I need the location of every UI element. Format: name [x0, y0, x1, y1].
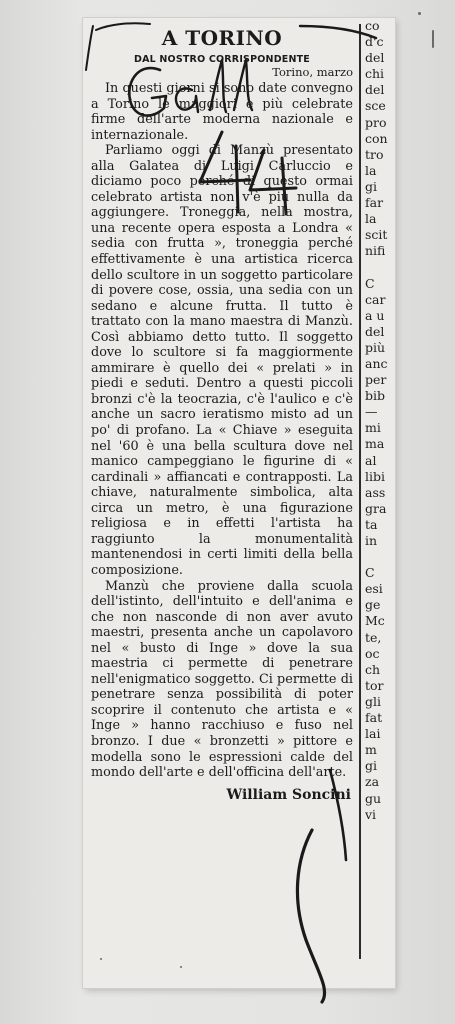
neighbor-column	[365, 18, 395, 823]
neighbor-fragment: la	[365, 211, 377, 227]
article-title: A TORINO	[161, 26, 283, 50]
neighbor-fragment: oc	[365, 645, 380, 661]
neighbor-fragment: C	[365, 275, 375, 291]
paper-speck	[418, 12, 421, 15]
neighbor-fragment: za	[365, 774, 380, 790]
neighbor-fragment: d'c	[365, 34, 384, 50]
neighbor-fragment: lai	[365, 726, 381, 742]
neighbor-fragment: la	[365, 162, 377, 178]
neighbor-fragment: anc	[365, 355, 388, 371]
neighbor-fragment: ta	[365, 516, 378, 532]
article-dateline: Torino, marzo	[272, 65, 353, 79]
neighbor-fragment: del	[365, 50, 385, 66]
neighbor-fragment: vi	[365, 806, 377, 822]
neighbor-fragment: gu	[365, 790, 382, 806]
article-paragraph: Manzù che proviene dalla scuola dell'istinto, dell'intuito e dell'anima e che non nasconde di non aver avuto maestri, presenta anche un capolavoro nel « busto di Inge » dove la sua maestria ci permette di penetrare nell'enigmatico soggetto. Ci permette di penetrare senza possibilità di poter scoprire il contenuto che artista e « Inge » hanno racchiuso e fuso nel bronzo. I due « bronzetti » pittore e modella sono le espressioni calde del mondo dell'arte e dell'officina dell'arte.	[91, 578, 353, 781]
neighbor-fragment: car	[365, 291, 386, 307]
neighbor-fragment: più	[365, 339, 386, 355]
neighbor-fragment: sce	[365, 98, 386, 114]
neighbor-fragment: ma	[365, 436, 385, 452]
neighbor-fragment: fat	[365, 710, 383, 726]
neighbor-fragment: a u	[365, 307, 385, 323]
neighbor-fragment: gli	[365, 693, 381, 709]
neighbor-fragment: del	[365, 323, 385, 339]
article-body	[91, 81, 353, 781]
neighbor-fragment: far	[365, 195, 384, 211]
neighbor-fragment: gra	[365, 500, 387, 516]
neighbor-fragment: tro	[365, 146, 384, 162]
article-paragraph: In questi giorni si sono date convegno a Torino le maggiori e più celebrate firme dell'arte moderna nazionale e internazionale.	[91, 81, 353, 143]
neighbor-fragment: gi	[365, 758, 377, 774]
neighbor-fragment: pro	[365, 114, 387, 130]
neighbor-fragment: con	[365, 130, 388, 146]
neighbor-fragment: ge	[365, 597, 381, 613]
neighbor-fragment: nifi	[365, 243, 386, 259]
neighbor-fragment: co	[365, 18, 380, 33]
paper-speck	[180, 966, 182, 968]
neighbor-fragment: scit	[365, 227, 388, 243]
neighbor-fragment: gi	[365, 178, 377, 194]
neighbor-fragment: C	[365, 565, 375, 581]
newspaper-clipping	[83, 18, 395, 988]
neighbor-fragment: —	[365, 404, 378, 420]
article-byline: DAL NOSTRO CORRISPONDENTE	[134, 54, 310, 65]
article-paragraph: Parliamo oggi di Manzù presentato alla Galatea di Luigi Carluccio e diciamo poco perché di questo ormai celebrato artista non v'è più nulla da aggiungere. Troneggia, nella mostra, una recente opera esposta a Londra « sedia con frutta », troneggia perché effettivamente è una artistica ricerca dello scultore in un soggetto particolare di povere cose, ossia, una sedia con un sedano e alcune frutta. Il tutto è trattato con la mano maestra di Manzù. Così abbiamo detto tutto. Il soggetto dove lo scultore si fa maggiormente ammirare è quello dei « prelati » in piedi e seduti. Dentro a questi piccoli bronzi c'è la teocrazia, c'è l'aulico e c'è anche un sacro ieratismo misto ad un po' di profano. La « Chiave » eseguita nel '60 è una bella scultura dove nel manico campeggiano le figurine di « cardinali » affiancati e contrapposti. La chiave, naturalmente simbolica, alta circa un metro, è una figurazione religiosa e in effetti l'artista ha raggiunto la monumentalità mantenendosi in certi limiti della bella composizione.	[91, 143, 353, 578]
neighbor-fragment: m	[365, 742, 377, 758]
neighbor-fragment: del	[365, 82, 385, 98]
neighbor-fragment: chi	[365, 66, 385, 82]
neighbor-fragment: al	[365, 452, 377, 468]
neighbor-fragment: esi	[365, 581, 383, 597]
neighbor-fragment: mi	[365, 420, 381, 436]
neighbor-fragment	[365, 259, 395, 275]
neighbor-fragment: te,	[365, 629, 382, 645]
neighbor-fragment	[365, 549, 395, 565]
article	[91, 26, 353, 803]
neighbor-fragment: ass	[365, 484, 386, 500]
neighbor-fragment: ch	[365, 661, 381, 677]
neighbor-fragment: tor	[365, 677, 384, 693]
neighbor-fragment: in	[365, 533, 378, 548]
neighbor-fragment: Mc	[365, 613, 385, 629]
paper-speck	[100, 958, 102, 960]
neighbor-fragment: libi	[365, 468, 385, 484]
neighbor-fragment: bib	[365, 388, 386, 404]
neighbor-fragment: per	[365, 372, 387, 388]
article-signature: William Soncini	[226, 786, 351, 803]
column-rule	[359, 24, 361, 959]
paper-speck	[432, 30, 434, 48]
